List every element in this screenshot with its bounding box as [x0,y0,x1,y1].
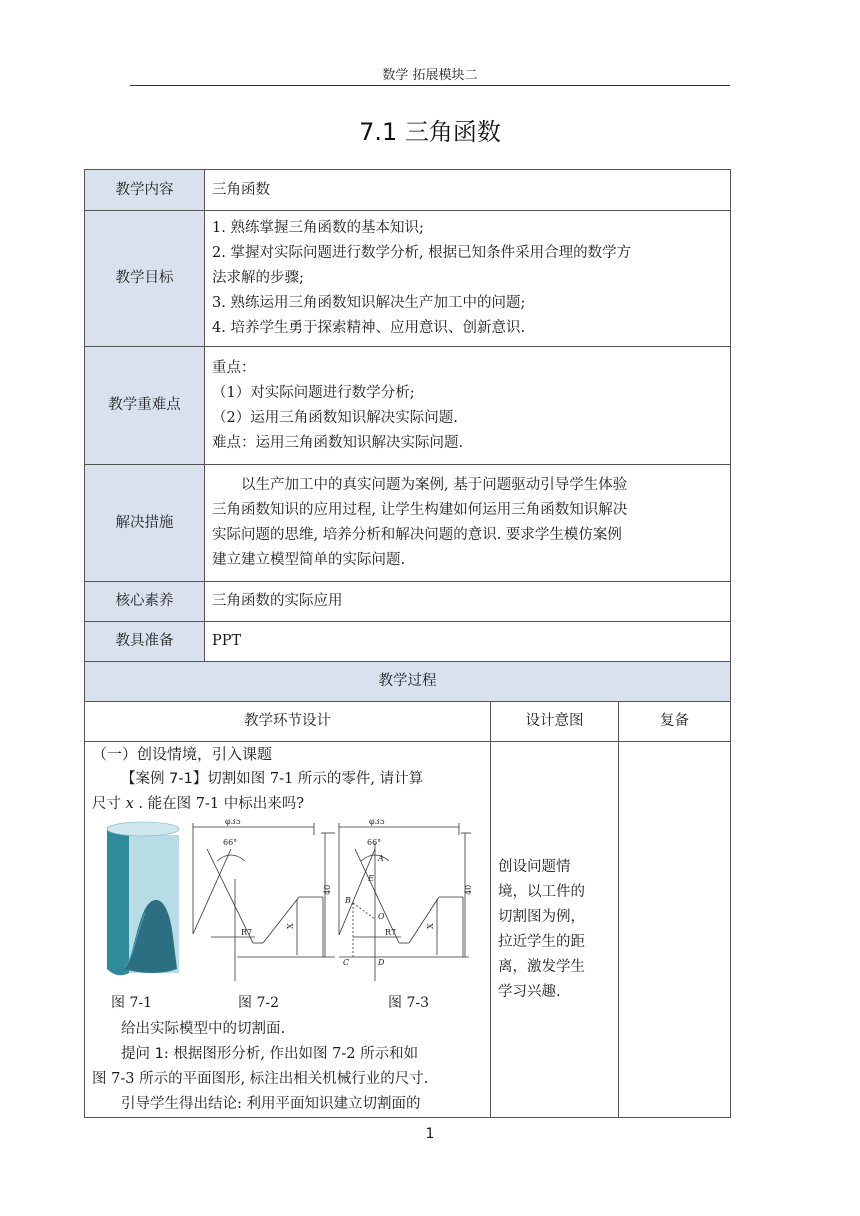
fig3-angle-label: 66° [367,838,382,847]
question-1-line-2: 图 7-3 所示的平面图形, 标注出相关机械行业的尺寸. [92,1071,429,1087]
case-line-2 [92,792,483,817]
col-header-design: 教学环节设计 [85,702,491,742]
figures-row [85,819,483,991]
point-B: B [345,896,351,905]
intent-line: 境，以工件的 [498,883,585,900]
intent-line: 学习兴趣. [498,983,561,1000]
guide-line [92,1092,483,1117]
goal-line: 4. 培养学生勇于探索精神、应用意识、创新意识. [212,320,526,336]
point-A: A [378,854,384,863]
fig-7-1-part [107,822,179,975]
question-1-label: 提问 1 [121,1046,164,1062]
caption-fig-7-3: 图 7-3 [388,995,429,1011]
case-text: . 能在图 7-1 中标出来吗? [133,796,304,812]
intent-line: 拉近学生的距 [498,933,585,950]
value-teaching-goals [205,211,731,347]
question-1-line-1 [92,1042,483,1067]
case-text: 尺寸 [92,796,126,812]
goal-line: 2. 掌握对实际问题进行数学分析, 根据已知条件采用合理的数学方 [212,245,632,261]
point-E: E [368,874,374,883]
value-teaching-tools: PPT [205,622,731,662]
process-design-cell [85,742,491,1118]
review-cell [619,742,731,1118]
case-label: 【案例 7-1】 [121,771,208,787]
figure-captions [92,991,483,1017]
question-1-text: : 根据图形分析, 作出如图 7-2 所示和如 [163,1046,419,1062]
fig2-width-label: φ35 [225,819,241,826]
point-C: C [343,958,350,967]
page-number: 1 [425,1126,435,1142]
label-key-points: 教学重难点 [85,347,205,465]
row-teaching-tools [85,622,731,662]
goal-line: 1. 熟练掌握三角函数的基本知识; [212,220,424,236]
variable-x: x [125,796,134,812]
fig-7-2-labels [223,819,332,937]
key-line: （2）运用三角函数知识解决实际问题. [212,409,458,426]
fig3-width-label: φ35 [369,819,385,826]
row-process-step-1 [85,742,731,1118]
fig-7-2-drawing [193,823,335,981]
label-core-literacy: 核心素养 [85,582,205,622]
measures-line: 建立建立模型简单的实际问题. [212,552,406,568]
value-measures [205,465,731,582]
caption-fig-7-2: 图 7-2 [238,995,279,1011]
row-core-literacy [85,582,731,622]
value-core-literacy: 三角函数的实际应用 [205,582,731,622]
row-process-headers [85,702,731,742]
process-band-title: 教学过程 [85,662,731,702]
fig-7-3-labels [343,819,473,967]
key-line: （1）对实际问题进行数学分析; [212,384,415,401]
case-text: 切割如图 7-1 所示的零件, 请计算 [207,771,424,787]
measures-line: 实际问题的思维, 培养分析和解决问题的意识. 要求学生模仿案例 [212,527,622,543]
case-line-1 [92,767,483,792]
fig-7-3-drawing [339,823,471,981]
point-D: D [378,958,385,967]
fig2-radius-label: R7 [241,928,253,937]
measures-line: 以生产加工中的真实问题为案例, 基于问题驱动引导学生体验 [241,477,628,493]
fig3-radius-label: R7 [385,928,397,937]
after-figures-text: 给出实际模型中的切割面. [121,1021,286,1037]
fig2-height-label: 40 [323,884,332,895]
fig3-x-label: X [426,923,435,929]
running-header: 数学 拓展模块二 [382,68,478,83]
guide-label: 引导学生得出结论 [121,1096,237,1112]
point-O: O [378,912,385,921]
label-measures: 解决措施 [85,465,205,582]
label-teaching-content: 教学内容 [85,170,205,211]
lesson-plan-table [84,169,731,1118]
fig3-height-label: 40 [464,884,473,895]
key-line: 难点：运用三角函数知识解决实际问题. [212,434,464,451]
intent-line: 离，激发学生 [498,958,585,975]
figures-svg [85,819,477,991]
col-header-intent: 设计意图 [491,702,619,742]
row-measures [85,465,731,582]
key-line: 重点： [212,359,256,376]
fig2-angle-label: 66° [223,838,238,847]
header-rule [130,85,730,86]
col-header-review: 复备 [619,702,731,742]
guide-text: : 利用平面知识建立切割面的 [237,1096,421,1112]
measures-line: 三角函数知识的应用过程, 让学生构建如何运用三角函数知识解决 [212,502,628,518]
intent-line: 切割图为例， [498,908,585,925]
row-process-band [85,662,731,702]
label-teaching-tools: 教具准备 [85,622,205,662]
value-teaching-content: 三角函数 [205,170,731,211]
intent-line: 创设问题情 [498,858,571,875]
label-teaching-goals: 教学目标 [85,211,205,347]
goal-line: 法求解的步骤; [212,270,304,286]
goal-line: 3. 熟练运用三角函数知识解决生产加工中的问题; [212,295,526,311]
fig2-x-label: X [286,923,295,929]
page-title: 7.1 三角函数 [359,118,501,146]
design-intent-cell [491,742,619,1118]
row-teaching-goals [85,211,731,347]
row-key-points [85,347,731,465]
section-heading: （一）创设情境，引入课题 [92,745,273,763]
row-teaching-content [85,170,731,211]
value-key-points [205,347,731,465]
caption-fig-7-1: 图 7-1 [111,995,152,1011]
